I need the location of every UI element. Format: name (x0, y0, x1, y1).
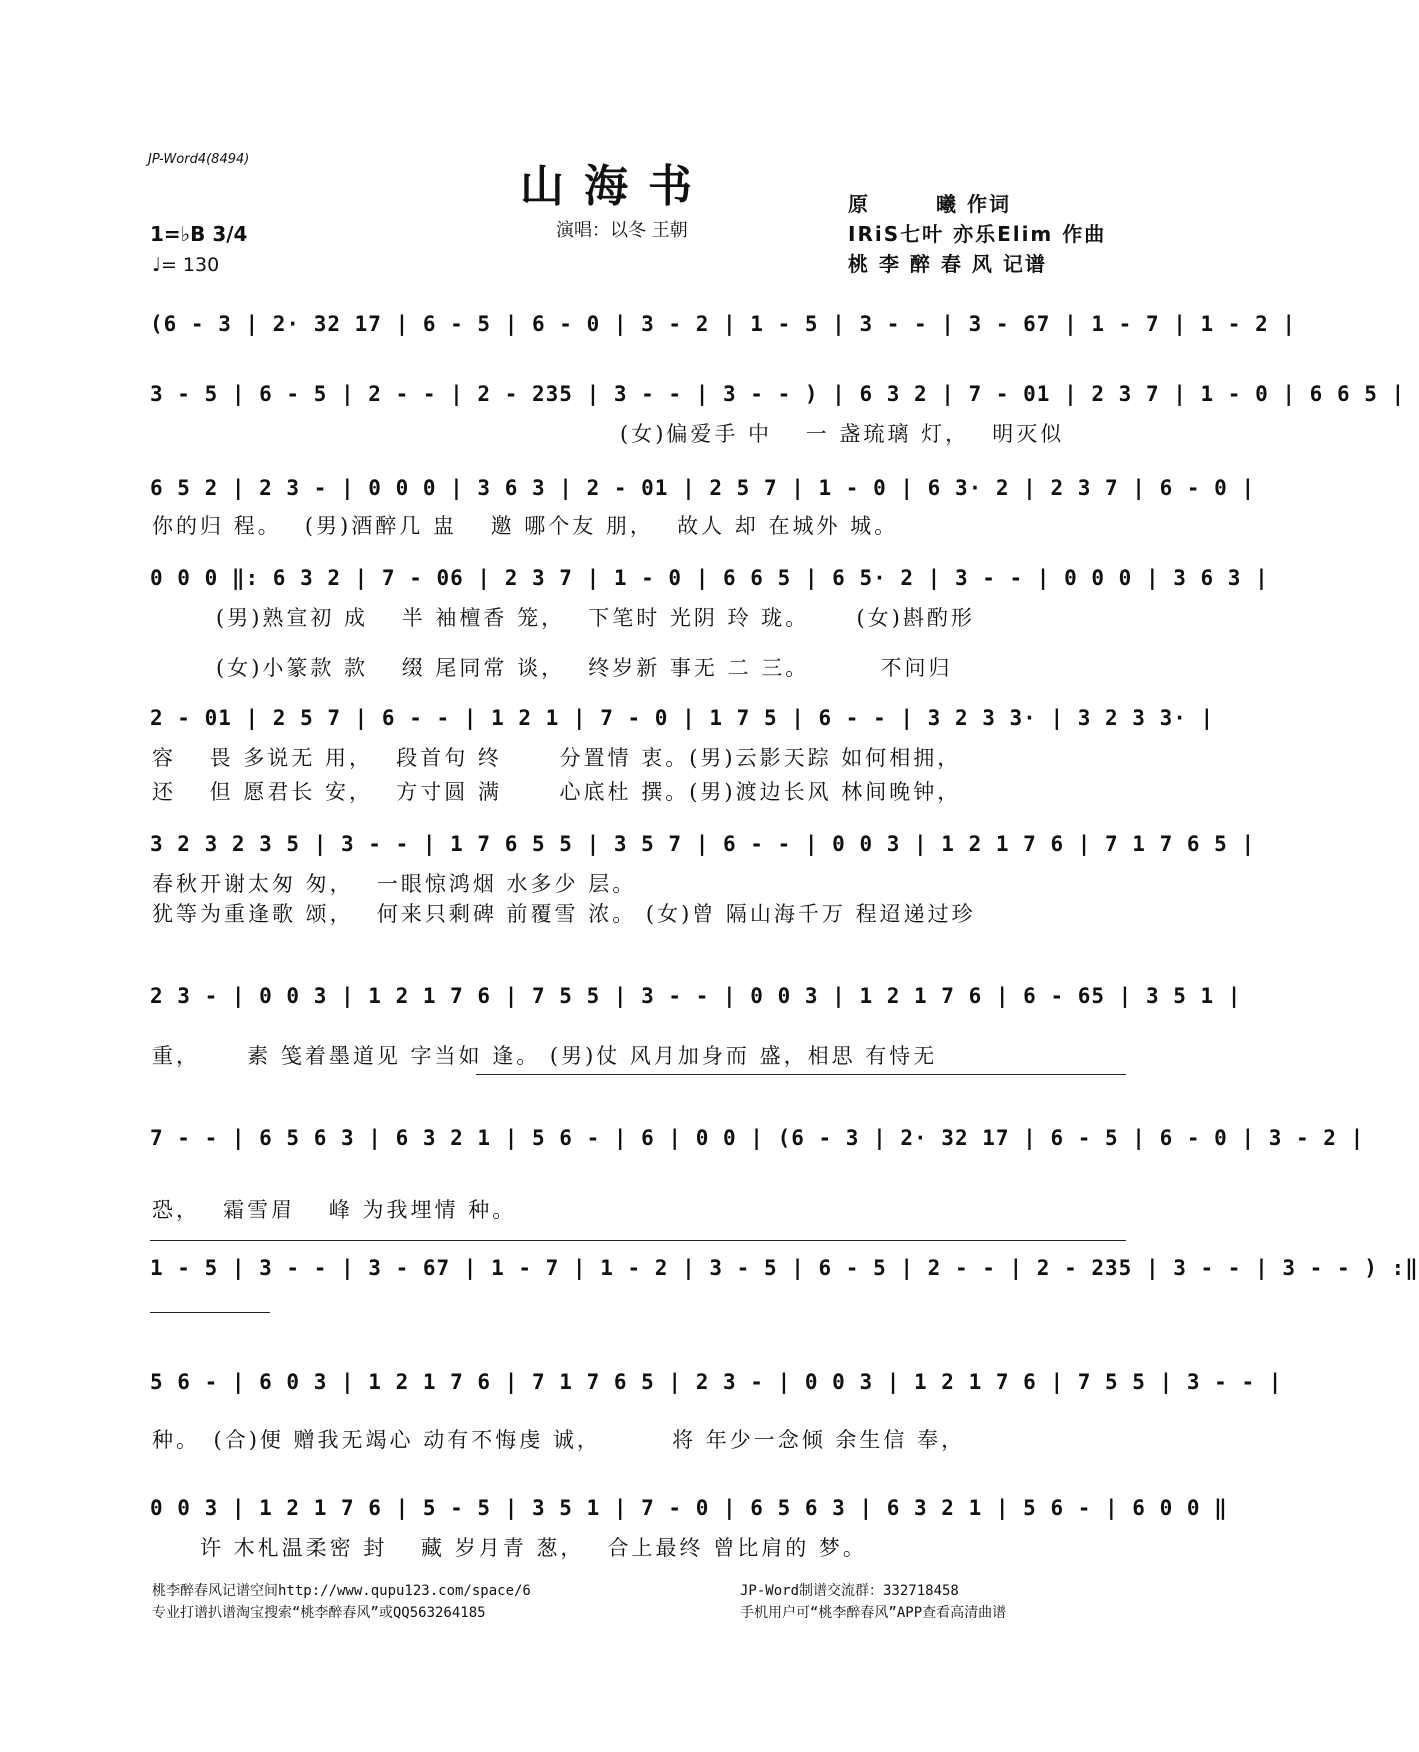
lyric-line: 重， 素 笺着墨道见 字当如 逢。 (男)仗 风月加身而 盛，相思 有恃无 (152, 1044, 938, 1068)
footer-left-line: 专业打谱扒谱淘宝搜索“桃李醉春风”或QQ563264185 (152, 1605, 486, 1621)
song-title: 山海书 (520, 161, 712, 212)
lyric-line: 容 畏 多说无 用， 段首句 终 分置情 衷。(男)云影天踪 如何相拥， (152, 746, 962, 770)
lyric-line: (女)偏爱手 中 一 盏琉璃 灯， 明灭似 (620, 422, 1065, 446)
lyric-line: 春秋开谢太匆 匆， 一眼惊鸿烟 水多少 层。 (152, 872, 637, 896)
transcriber-credit: 桃 李 醉 春 风 记谱 (848, 252, 1047, 276)
volta-bracket (150, 1240, 1126, 1241)
lyricist-credit: 原 曦 作词 (848, 192, 1011, 216)
singers: 演唱：以冬 王朝 (556, 220, 688, 241)
notation-line: 3 - 5 | 6 - 5 | 2 - - | 2 - 235 | 3 - - | 3 - - ) | 6 3 2 | 7 - 01 | 2 3 7 | 1 - 0 | 6 6 5 | (150, 382, 1406, 406)
footer-right-line: 手机用户可“桃李醉春风”APP查看高清曲谱 (740, 1605, 1007, 1621)
volta-bracket (476, 1074, 1126, 1075)
composer-credit: IRiS七叶 亦乐Elim 作曲 (848, 222, 1107, 246)
volta-bracket (150, 1312, 270, 1313)
notation-line: 0 0 3 | 1 2 1 7 6 | 5 - 5 | 3 5 1 | 7 - 0 | 6 5 6 3 | 6 3 2 1 | 5 6 - | 6 0 0 ‖ (150, 1496, 1228, 1520)
notation-line: 7 - - | 6 5 6 3 | 6 3 2 1 | 5 6 - | 6 | 0 0 | (6 - 3 | 2· 32 17 | 6 - 5 | 6 - 0 | 3 - 2 | (150, 1126, 1365, 1150)
lyric-line: (男)熟宣初 成 半 袖檀香 笼， 下笔时 光阴 玲 珑。 (女)斟酌形 (216, 606, 975, 630)
key-signature: 1=♭B 3/4 (150, 222, 248, 246)
notation-line: 3 2 3 2 3 5 | 3 - - | 1 7 6 5 5 | 3 5 7 | 6 - - | 0 0 3 | 1 2 1 7 6 | 7 1 7 6 5 | (150, 832, 1256, 856)
notation-line: (6 - 3 | 2· 32 17 | 6 - 5 | 6 - 0 | 3 - 2 | 1 - 5 | 3 - - | 3 - 67 | 1 - 7 | 1 - 2 | (150, 312, 1297, 336)
lyric-line: 许 木札温柔密 封 藏 岁月青 葱， 合上最终 曾比肩的 梦。 (200, 1536, 867, 1560)
lyric-line: (女)小篆款 款 缀 尾同常 谈， 终岁新 事无 二 三。 不问归 (216, 656, 953, 680)
notation-line: 5 6 - | 6 0 3 | 1 2 1 7 6 | 7 1 7 6 5 | 2 3 - | 0 0 3 | 1 2 1 7 6 | 7 5 5 | 3 - - | (150, 1370, 1283, 1394)
notation-line: 2 - 01 | 2 5 7 | 6 - - | 1 2 1 | 7 - 0 | 1 7 5 | 6 - - | 3 2 3 3· | 3 2 3 3· | (150, 706, 1215, 730)
footer-right-line: JP-Word制谱交流群：332718458 (740, 1583, 959, 1599)
notation-line: 0 0 0 ‖: 6 3 2 | 7 - 06 | 2 3 7 | 1 - 0 | 6 6 5 | 6 5· 2 | 3 - - | 0 0 0 | 3 6 3 | (150, 566, 1269, 590)
lyric-line: 你的归 程。 (男)酒醉几 盅 邀 哪个友 朋， 故人 却 在城外 城。 (152, 514, 899, 538)
footer-left-line: 桃李醉春风记谱空间http://www.qupu123.com/space/6 (152, 1583, 531, 1599)
lyric-line: 还 但 愿君长 安， 方寸圆 满 心底杜 撰。(男)渡边长风 林间晚钟， (152, 780, 962, 804)
notation-line: 2 3 - | 0 0 3 | 1 2 1 7 6 | 7 5 5 | 3 - - | 0 0 3 | 1 2 1 7 6 | 6 - 65 | 3 5 1 | (150, 984, 1242, 1008)
notation-line: 6 5 2 | 2 3 - | 0 0 0 | 3 6 3 | 2 - 01 | 2 5 7 | 1 - 0 | 6 3· 2 | 2 3 7 | 6 - 0 | (150, 476, 1256, 500)
lyric-line: 恐， 霜雪眉 峰 为我埋情 种。 (152, 1198, 517, 1222)
lyric-line: 犹等为重逢歌 颂， 何来只剩碑 前覆雪 浓。 (女)曾 隔山海千万 程迢递过珍 (152, 902, 976, 926)
tempo-marking: ♩= 130 (152, 254, 220, 276)
lyric-line: 种。 (合)便 赠我无竭心 动有不悔虔 诚， 将 年少一念倾 余生信 奉， (152, 1428, 966, 1452)
software-tag: JP-Word4(8494) (148, 152, 250, 167)
notation-line: 1 - 5 | 3 - - | 3 - 67 | 1 - 7 | 1 - 2 | 3 - 5 | 6 - 5 | 2 - - | 2 - 235 | 3 - - | 3 - - ) :‖ (150, 1256, 1419, 1280)
